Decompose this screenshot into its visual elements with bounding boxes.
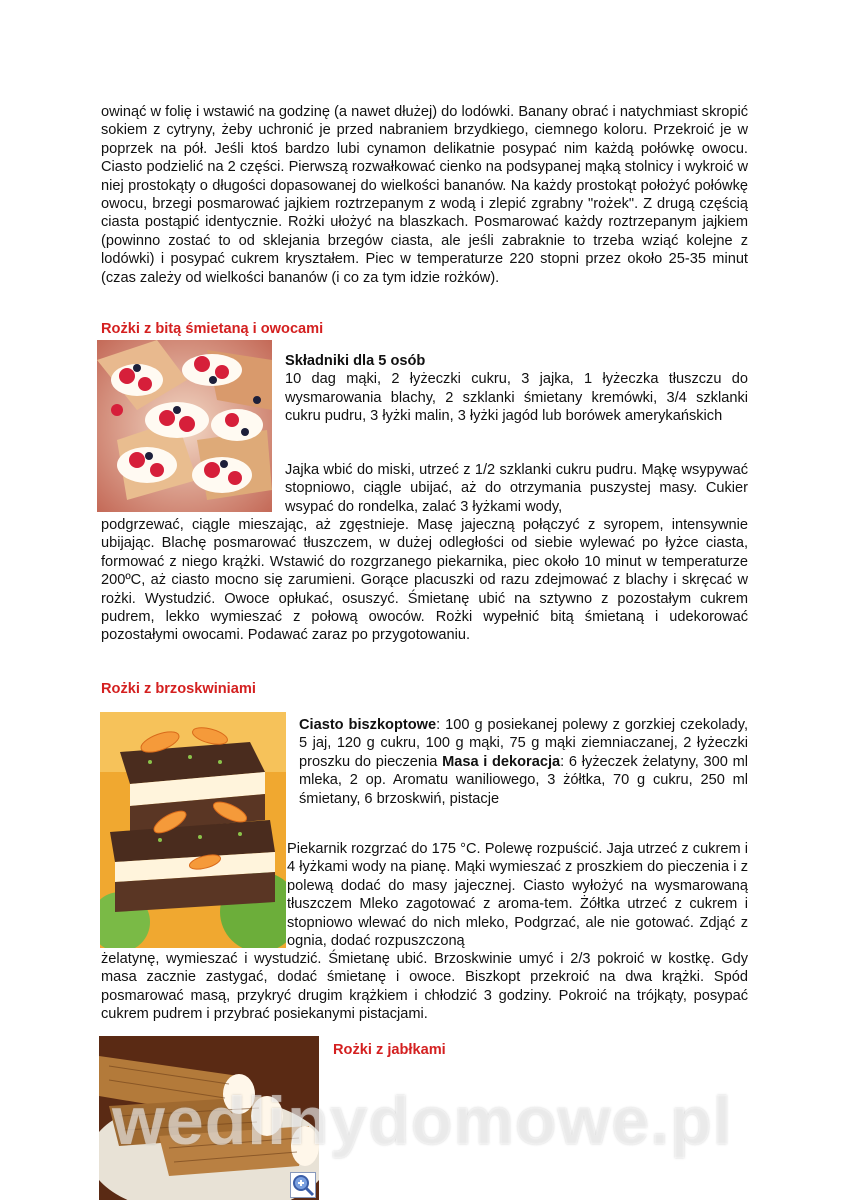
recipe2-method-part1: Piekarnik rozgrzać do 175 °C. Polewę rozpuścić. Jaja utrzeć z cukrem i 4 łyżkami wody na pianę. Mąki wymieszać z proszkiem do pieczenia i z polewą dodać do masy jajecznej. Ciasto wyłożyć na wysmarowaną tłuszczem Mleko zagotować z aroma-tem. Żółtka utrzeć z cukrem i stopniowo wlewać do nich mleko, Podgrzać, ale nie gotować. Zdjąć z ognia, dodać rozpuszczoną [287,841,748,950]
cream-horns-berries-image [97,340,272,512]
recipe2-mass-text: : 6 łyżeczek żelatyny, 300 ml mleka, 2 op. Aromatu waniliowego, 3 żółtka, 70 g cukru, 250 ml śmietany, 6 brzoskwiń, pistacje [299,753,748,807]
recipe2-ingredients [299,716,748,808]
recipe1-ingredients-text: 10 dag mąki, 2 łyżeczki cukru, 3 jajka, 1 łyżeczka tłuszczu do wysmarowania blachy, 2 szklanki śmietany kremówki, 3/4 szklanki cukru pudru, 3 łyżki malin, 3 łyżki jagód lub borówek amerykańskich [285,371,748,425]
peach-sponge-cake-image [100,712,286,948]
recipe2-method-continued [101,950,748,1024]
recipe2-ingredients-text [299,716,748,808]
apple-horns-image [99,1036,319,1200]
recipe3-photo [99,1036,319,1200]
recipe1-photo [97,340,272,512]
recipe2-mass-label: Masa i dekoracja [442,753,561,770]
recipe2-dough-text: : 100 g posiekanej polewy z gorzkiej czekolady, 5 jaj, 120 g cukru, 100 g mąki, 75 g mąki ziemniaczanej, 2 łyżeczki proszku do pieczenia [299,717,748,770]
zoom-icon[interactable] [290,1172,316,1198]
recipe2-photo [100,712,286,948]
intro-paragraph [101,103,748,287]
recipe1-method-part1: Jajka wbić do miski, utrzeć z 1/2 szklanki cukru pudru. Mąkę wsypywać stopniowo, ciągle ubijać, aż do otrzymania puszystej masy. Cukier wsypać do rondelka, zalać 3 łyżkami wody, [285,462,748,515]
recipe2-dough-label: Ciasto biszkoptowe [299,717,437,733]
recipe1-method-part2: podgrzewać, ciągle mieszając, aż zgęstnieje. Masę jajeczną połączyć z syropem, intensywnie ubijając. Blachę posmarować tłuszczem, w dużej odległości od siebie wylewać po łyżce ciasta, formować z niego krążki. Wstawić do rozgrzanego piekarnika, piec około 10 minut w temperaturze 200ºC, aż ciasto mocno się zarumieni. Gorące placuszki od razu zdejmować z blachy i skręcać w rożki. Wystudzić. Owoce opłukać, osuszyć. Śmietanę ubić na sztywno z pozostałym cukrem pudrem, lekko wymieszać z połową owoców. Rożki wypełnić bitą śmietaną i udekorować pozostałymi owocami. Podawać zaraz po przygotowaniu. [101,517,748,644]
recipe1-ingredients [285,352,748,426]
recipe1-method-start [285,461,748,516]
recipe1-method-continued [101,516,748,645]
recipe1-title: Rożki z bitą śmietaną i owocami [101,321,324,337]
recipe3-title: Rożki z jabłkami [333,1042,446,1058]
recipe1-ingredients-heading: Składniki dla 5 osób [285,353,426,369]
site-watermark: wedlinydomowe.pl [112,1083,733,1159]
intro-text: owinąć w folię i wstawić na godzinę (a nawet dłużej) do lodówki. Banany obrać i natychmiast skropić sokiem z cytryny, żeby uchronić je przed nabraniem brzydkiego, ciemnego koloru. Przekroić je w poprzek na pół. Jeśli ktoś bardzo lubi cynamon delikatnie posypać nim każdą połówkę owocu. Ciasto podzielić na 2 części. Pierwszą rozwałkować cienko na podsypanej mąką stolnicy i wykroić w niej prostokąty o długości dopasowanej do wielkości bananów. Na każdy prostokąt położyć połówkę owocu, brzegi posmarować jajkiem roztrzepanym z wodą i zlepić zgrabny "rożek". Z drugą częścią ciasta postąpić identycznie. Rożki ułożyć na blaszkach. Posmarować każdy roztrzepanym jajkiem (powinno zostać to od sklejania brzegów ciasta, ale jeśli zabraknie to trzeba wziąć kolejne z lodówki) i posypać cukrem kryształem. Piec w temperaturze 220 stopni przez około 25-35 minut (czas zależy od wielkości bananów (i co za tym idzie rożków). [101,104,748,286]
magnifier-icon [290,1172,316,1198]
recipe2-title: Rożki z brzoskwiniami [101,681,256,697]
recipe2-method-part2: żelatynę, wymieszać i wystudzić. Śmietanę ubić. Brzoskwinie umyć i 2/3 pokroić w kostkę. Gdy masa zacznie zastygać, dodać śmietanę i owoce. Biszkopt przekroić na dwa krążki. Spód posmarować masą, przykryć drugim krążkiem i chłodzić 3 godziny. Pokroić na trójkąty, posypać cukrem pudrem i przybrać posiekanymi pistacjami. [101,951,748,1023]
recipe2-method-start [287,840,748,950]
